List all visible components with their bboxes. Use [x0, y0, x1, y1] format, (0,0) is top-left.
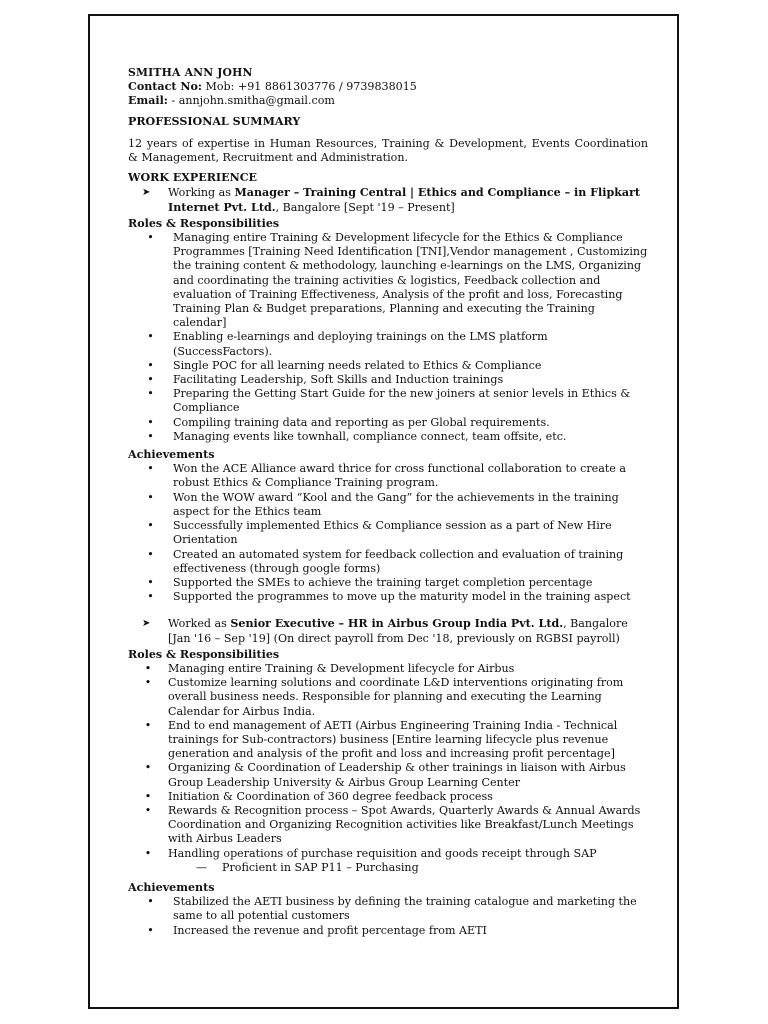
list-item: • Supported the SMEs to achieve the training target completion percentage — [128, 576, 648, 590]
candidate-name: SMITHA ANN JOHN — [128, 66, 253, 79]
list-item: • Organizing & Coordination of Leadership & other trainings in liaison with Airbus Group Leadership University & Airbus Group Learning Center — [128, 761, 648, 789]
dash-bullet: — — [196, 860, 208, 874]
list-item: • Supported the programmes to move up the maturity model in the training aspect — [128, 590, 648, 604]
list-item: • Single POC for all learning needs related to Ethics & Compliance — [128, 359, 648, 373]
bullet-icon — [128, 548, 173, 576]
bullet-icon — [128, 895, 173, 923]
email-line — [128, 94, 648, 108]
list-item: • Rewards & Recognition process – Spot Awards, Quarterly Awards & Annual Awards Coordination and Organizing Recognition activities like Breakfast/Lunch Meetings with Airbus Leaders — [128, 804, 648, 847]
arrow-bullet-icon: ➤ — [142, 618, 151, 630]
achievements-heading: Achievements — [128, 448, 215, 462]
bullet-icon — [128, 790, 168, 804]
list-item: • Successfully implemented Ethics & Compliance session as a part of New Hire Orientation — [128, 519, 648, 547]
bullet-icon — [128, 430, 173, 444]
achievements-list — [128, 462, 648, 604]
bullet-icon — [128, 847, 168, 861]
achievements-heading: Achievements — [128, 880, 215, 894]
email-label: Email: — [128, 94, 168, 108]
sub-item-text: Proficient in SAP P11 – Purchasing — [222, 860, 419, 874]
job-location-dates: , Bangalore [Jan '16 – Sep '19] (On direct payroll from Dec '18, previously on RGBSI payroll) — [168, 617, 628, 645]
job-prefix: Working as — [168, 186, 235, 200]
work-heading: WORK EXPERIENCE — [128, 171, 257, 185]
contact-value: Mob: +91 8861303776 / 9739838015 — [201, 80, 417, 94]
job-title: Senior Executive – HR in Airbus Group India Pvt. Ltd. — [230, 617, 564, 631]
contact-label: Contact No: — [128, 80, 202, 94]
job-location-dates: , Bangalore [Sept '19 – Present] — [275, 200, 455, 214]
list-item: • Stabilized the AETI business by defining the training catalogue and marketing the same to all potential customers — [128, 895, 648, 923]
bullet-icon — [128, 359, 173, 373]
bullet-icon — [128, 590, 173, 604]
email-value: - annjohn.smitha@gmail.com — [167, 94, 335, 108]
bullet-icon — [128, 924, 173, 938]
list-item: • Created an automated system for feedback collection and evaluation of training effectiveness (through google forms) — [128, 548, 648, 576]
roles-heading: Roles & Responsibilities — [128, 647, 280, 661]
list-item: • Increased the revenue and profit percentage from AETI — [128, 924, 648, 938]
bullet-icon — [128, 330, 173, 358]
bullet-icon — [128, 231, 173, 330]
list-item: • Facilitating Leadership, Soft Skills and Induction trainings — [128, 373, 648, 387]
list-item: • Customize learning solutions and coordinate L&D interventions originating from overall business needs. Responsible for planning and executing the Learning Calendar for Airbus India. — [128, 676, 648, 719]
bullet-icon — [128, 519, 173, 547]
roles-list — [128, 662, 648, 861]
resume-document — [128, 66, 648, 938]
bullet-icon — [128, 462, 173, 490]
bullet-icon — [128, 804, 168, 847]
bullet-icon — [128, 491, 173, 519]
list-item: • Initiation & Coordination of 360 degree feedback process — [128, 790, 648, 804]
bullet-icon — [128, 373, 173, 387]
roles-list — [128, 231, 648, 444]
list-item: • Won the ACE Alliance award thrice for cross functional collaboration to create a robust Ethics & Compliance Training program. — [128, 462, 648, 490]
list-item: • End to end management of AETI (Airbus Engineering Training India - Technical trainings for Sub-contractors) business [Entire learning lifecycle plus revenue generation and analysis of the profit and loss and increasing profit percentage] — [128, 719, 648, 762]
list-item: • Won the WOW award “Kool and the Gang” for the achievements in the training aspect for the Ethics team — [128, 491, 648, 519]
bullet-icon — [128, 676, 168, 719]
sub-item — [128, 861, 648, 875]
contact-line — [128, 80, 648, 94]
bullet-icon — [128, 387, 173, 415]
summary-heading: PROFESSIONAL SUMMARY — [128, 114, 301, 128]
job-prefix: Worked as — [168, 617, 231, 631]
job-entry — [128, 186, 648, 214]
list-item: • Enabling e-learnings and deploying trainings on the LMS platform (SuccessFactors). — [128, 330, 648, 358]
bullet-icon — [128, 662, 168, 676]
list-item: • Managing entire Training & Development lifecycle for Airbus — [128, 662, 648, 676]
roles-heading: Roles & Responsibilities — [128, 216, 280, 230]
list-item: • Managing events like townhall, compliance connect, team offsite, etc. — [128, 430, 648, 444]
achievements-list — [128, 895, 648, 938]
bullet-icon — [128, 416, 173, 430]
bullet-icon — [128, 761, 168, 789]
list-item: • Preparing the Getting Start Guide for the new joiners at senior levels in Ethics & Compliance — [128, 387, 648, 415]
arrow-bullet-icon: ➤ — [142, 187, 151, 199]
summary-text: 12 years of expertise in Human Resources, Training & Development, Events Coordination & Management, Recruitment and Administration. — [128, 136, 648, 165]
job-title: Manager – Training Central | Ethics and Compliance – in Flipkart Internet Pvt. Ltd. — [168, 186, 641, 214]
list-item: • Compiling training data and reporting as per Global requirements. — [128, 416, 648, 430]
list-item: • Managing entire Training & Development lifecycle for the Ethics & Compliance Programmes [Training Need Identification [TNI],Vendor management , Customizing the training content & methodology, launching e-learnings on the LMS, Organizing and coordinating the training activities & logistics, Feedback collection and evaluation of Training Effectiveness, Analysis of the profit and loss, Forecasting Training Plan & Budget preparations, Planning and executing the Training calendar] — [128, 231, 648, 330]
bullet-icon — [128, 576, 173, 590]
job-entry — [128, 617, 648, 645]
list-item: • Handling operations of purchase requisition and goods receipt through SAP — [128, 847, 648, 861]
bullet-icon — [128, 719, 168, 762]
